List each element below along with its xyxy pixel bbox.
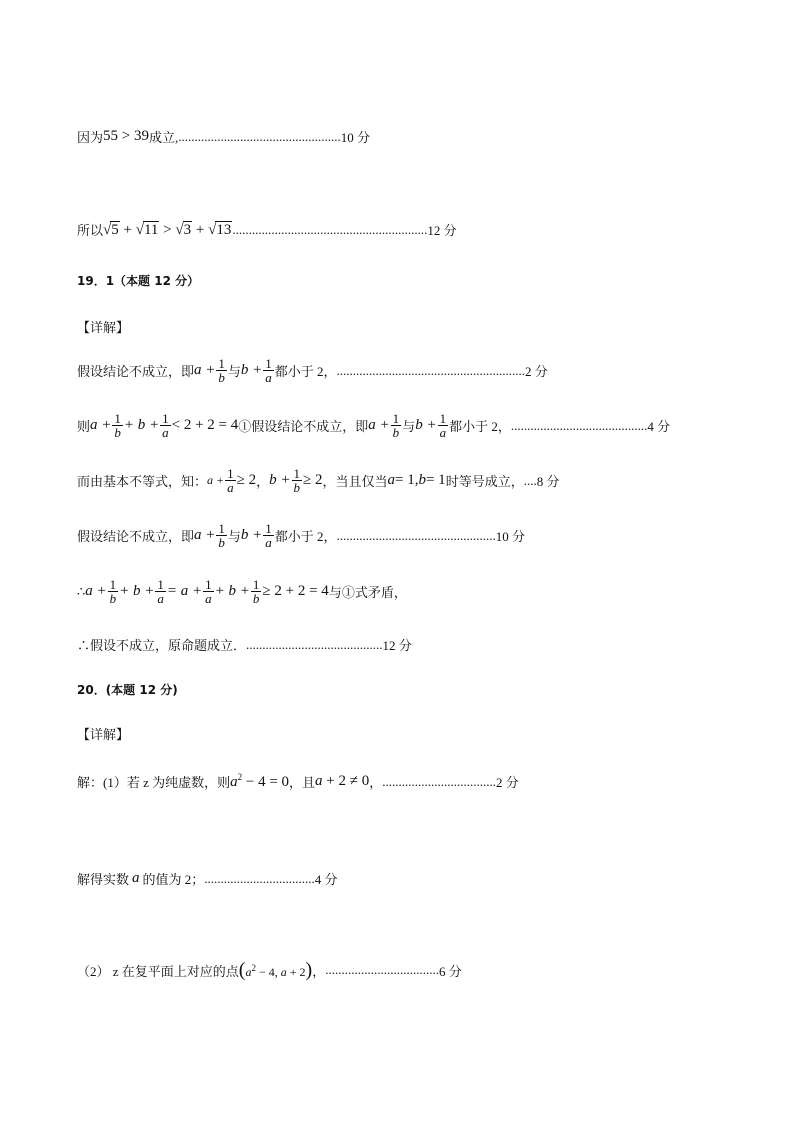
question-20-title: 20．(本题 12 分) xyxy=(77,683,178,697)
text: （2） z 在复平面上对应的点 xyxy=(77,963,239,979)
leader-dots: ................................................. xyxy=(336,527,496,543)
text: ， xyxy=(369,775,383,790)
leader-dots: ................................... xyxy=(325,962,439,977)
text: 假设结论不成立，即 xyxy=(77,364,195,379)
text: 则 xyxy=(77,419,91,434)
line-8 xyxy=(77,635,412,654)
detail-heading: 【详解】 xyxy=(77,727,130,742)
score: 4 分 xyxy=(314,872,338,887)
text: 时等号成立， xyxy=(445,474,524,489)
leader-dots: .................................................. xyxy=(178,128,341,144)
line-5: 而由基本不等式，知： a + $\frac{1}{a}$ ≥ 2 ， b + $\frac{1}{b}$ ≥ 2 ，当且仅当 a = 1, b = 1 时等号成立， .... 8 分 xyxy=(77,466,560,495)
detail-heading: 【详解】 xyxy=(77,320,130,335)
text: 与①式矛盾， xyxy=(328,585,407,600)
fraction: $\frac{1}{b}$ xyxy=(218,356,225,385)
score: 12 分 xyxy=(427,223,457,238)
leader-dots: ................................... xyxy=(382,773,497,789)
text: 都小于 2， xyxy=(274,529,337,544)
text: ，且 xyxy=(289,775,316,790)
text: 与 xyxy=(402,419,416,434)
leader-dots: .................................. xyxy=(204,870,315,886)
text: 解得实数 xyxy=(77,872,130,887)
score: 8 分 xyxy=(536,474,560,489)
line-7: ∴ a + $\frac{1}{b}$ + b + $\frac{1}{a}$ = a + $\frac{1}{a}$ + b + $\frac{1}{b}$ ≥ 2 + 2 = 4 与①式矛盾， xyxy=(77,577,407,606)
text: 都小于 2， xyxy=(449,419,511,434)
line-2 xyxy=(77,220,457,239)
line-3 xyxy=(77,357,548,384)
line-4: 则 a + $\frac{1}{b}$ + b + $\frac{1}{a}$ < 2 + 2 = 4 ①假设结论不成立，即 a + $\frac{1}{b}$ 与 b + $\frac{1}{a}$ 都小于 2， .......................................... 4 分 xyxy=(77,411,671,440)
line-10: 解得实数 a 的值为 2； .................................. 4 分 xyxy=(77,870,338,887)
text: 都小于 2， xyxy=(274,364,337,379)
text: ①假设结论不成立，即 xyxy=(238,419,369,434)
text: 因为 xyxy=(77,130,104,145)
text: ∴假设不成立，原命题成立． xyxy=(77,638,247,653)
leader-dots: .......................................... xyxy=(246,636,383,652)
therefore-symbol: ∴ xyxy=(77,583,86,599)
math: b + xyxy=(240,362,263,378)
text: 假设结论不成立，即 xyxy=(77,529,195,544)
leader-dots: .... xyxy=(523,472,537,488)
score: 2 分 xyxy=(525,364,548,379)
fraction: $\frac{1}{a}$ xyxy=(265,356,272,385)
score: 12 分 xyxy=(382,638,412,653)
leader-dots: .......................................................... xyxy=(336,362,526,378)
leader-dots: .......................................... xyxy=(510,417,648,433)
text: ， xyxy=(312,963,326,979)
text: 解：(1）若 z 为纯虚数，则 xyxy=(77,775,231,790)
text: 成立, xyxy=(148,130,179,145)
score: 10 分 xyxy=(495,529,526,544)
score: 4 分 xyxy=(647,419,671,434)
text: 与 xyxy=(227,364,241,379)
text: ， xyxy=(256,474,270,489)
math: 55 > 39 xyxy=(103,128,149,144)
text: 的值为 2； xyxy=(142,872,205,887)
math: √ 5 + √ 11 > √ 3 + √ 13 xyxy=(103,221,232,238)
math: < 2 + 2 = 4 xyxy=(171,417,239,433)
score: 6 分 xyxy=(438,963,462,979)
text: 而由基本不等式，知： xyxy=(77,474,208,489)
leader-dots: ............................................................ xyxy=(232,221,428,237)
text: 与 xyxy=(227,529,241,544)
line-11: （2） z 在复平面上对应的点 ($a^2 - 4$, a + 2) ， ................................... 6 分 xyxy=(77,959,462,981)
score: 10 分 xyxy=(340,130,371,145)
question-19-title: 19．1（本题 12 分） xyxy=(77,274,200,288)
line-6: 假设结论不成立，即 a + $\frac{1}{b}$ 与 b + $\frac{1}{a}$ 都小于 2， ................................................. 10 分 xyxy=(77,521,526,550)
math: a + xyxy=(90,417,112,433)
score: 2 分 xyxy=(496,775,519,790)
math: a + xyxy=(194,362,216,378)
text: 所以 xyxy=(77,223,104,238)
line-1 xyxy=(77,127,370,146)
line-9: 解：(1）若 z 为纯虚数，则 $a^2 - 4 = 0$ ，且 a + 2 ≠ 0 ， ................................... 2 分 xyxy=(77,772,519,790)
text: ，当且仅当 xyxy=(322,474,388,489)
